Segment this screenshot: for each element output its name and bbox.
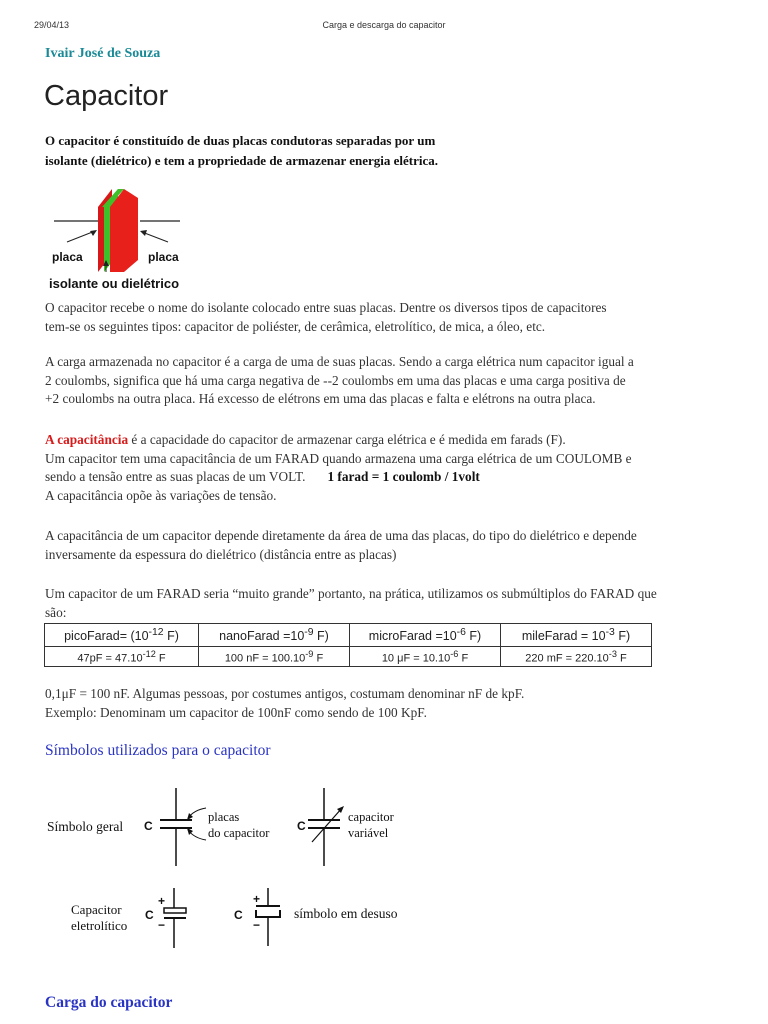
units-table	[44, 623, 652, 667]
label-plate-left: placa	[52, 250, 83, 264]
paragraph-submultiples	[45, 585, 735, 622]
minus-sign: −	[158, 918, 166, 932]
text-line: 2 coulombs, significa que há uma carga negativa de --2 coulombs em uma das placas e uma carga positiva de	[45, 372, 626, 388]
c-letter: C	[234, 908, 243, 922]
text-line: A capacitância opõe às variações de tensão.	[45, 487, 277, 503]
table-header-row	[45, 624, 652, 647]
text-line: tem-se os seguintes tipos: capacitor de poliéster, de cerâmica, eletrolítico, de mica, a óleo, etc.	[45, 318, 546, 334]
plates-label: placas do capacitor	[208, 810, 270, 840]
paragraph-capacitance	[45, 431, 735, 505]
variable-label: capacitor variável	[348, 810, 394, 840]
table-header-cell: microFarad $=10^{-6}$ F)	[350, 624, 501, 647]
text-line: 0,1μF = 100 nF. Algumas pessoas, por costumes antigos, costumam denominar nF de kpF.	[45, 686, 525, 701]
text-line: sendo a tensão entre as suas placas de um VOLT.	[45, 469, 306, 484]
arrow-right	[142, 232, 168, 242]
table-cell: 100 nF = $100.10^{-9}$ F	[199, 647, 350, 667]
farad-formula: 1 farad = 1 coulomb / 1volt	[327, 469, 480, 484]
text-line: A carga armazenada no capacitor é a carga de uma de suas placas. Sendo a carga elétrica num capacitor igual a	[45, 354, 634, 369]
c-letter: C	[144, 819, 153, 833]
text-line: Um capacitor tem uma capacitância de um FARAD quando armazena uma carga elétrica de um COULOMB e	[45, 450, 632, 466]
text-line: é a capacidade do capacitor de armazenar carga elétrica e é medida em farads (F).	[128, 432, 566, 447]
table-header-cell: mileFarad = $10^{-3}$ F)	[501, 624, 652, 647]
arrow-left	[67, 231, 95, 242]
text-line: Exemplo: Denominam um capacitor de 100nF como sendo de 100 KpF.	[45, 704, 427, 720]
obsolete-symbol	[250, 886, 290, 950]
label-dielectric: isolante ou dielétrico	[49, 276, 180, 291]
page-title: Capacitor	[44, 80, 169, 112]
text-line: Um capacitor de um FARAD seria “muito grande” portanto, na prática, utilizamos os submúltiplos do FARAD que	[45, 586, 657, 601]
plus-sign: +	[158, 894, 166, 908]
section-heading-charge: Carga do capacitor	[45, 994, 173, 1011]
table-cell: $47pF = 47.10^{-12}$ F	[45, 647, 199, 667]
c-letter: C	[297, 819, 306, 833]
general-symbol-label: Símbolo geral	[47, 819, 124, 834]
table-header-cell: picoFarad= ($10^{-12}$ F)	[45, 624, 199, 647]
variable-arrow	[312, 808, 342, 842]
label-plate-right: placa	[148, 250, 179, 264]
intro-line: O capacitor é constituído de duas placas condutoras separadas por um	[45, 133, 436, 148]
text-line: A capacitância de um capacitor depende diretamente da área de uma das placas, do tipo do dielétrico e depende	[45, 528, 637, 543]
paragraph-charge	[45, 353, 735, 409]
obsolete-label: símbolo em desuso	[294, 906, 398, 921]
text-line: +2 coulombs na outra placa. Há excesso de elétrons em uma das placas e falta e elétrons na outra placa.	[45, 391, 596, 406]
intro-text	[45, 131, 545, 171]
table-header-cell: nanoFarad $=10^{-9}$ F)	[199, 624, 350, 647]
intro-line: isolante (dielétrico) e tem a propriedade de armazenar energia elétrica.	[45, 153, 439, 168]
electrolytic-label: Capacitor eletrolítico	[71, 902, 128, 933]
paragraph-types	[45, 299, 735, 336]
print-date: 29/04/13	[34, 20, 70, 30]
text-line: inversamente da espessura do dielétrico (distância entre as placas)	[45, 546, 397, 562]
electrolytic-symbol	[158, 886, 198, 950]
table-row	[45, 647, 652, 667]
print-title: Carga e descarga do capacitor	[322, 20, 446, 30]
capacitor-cup-plate	[256, 910, 280, 917]
paragraph-notes	[45, 685, 735, 722]
paragraph-dependence	[45, 527, 735, 564]
author-name: Ivair José de Souza	[45, 46, 161, 61]
plus-sign: +	[253, 892, 261, 906]
text-line: são:	[45, 604, 67, 620]
symbols-heading: Símbolos utilizados para o capacitor	[45, 742, 271, 759]
text-line: O capacitor recebe o nome do isolante colocado entre suas placas. Dentre os diversos tipos de capacitores	[45, 300, 607, 315]
table-cell: 220 mF = $220.10^{-3}$ F	[501, 647, 652, 667]
table-cell: 10 $\mu F = 10.10^{-6}$ F	[350, 647, 501, 667]
minus-sign: −	[253, 918, 261, 932]
capacitance-term: A capacitância	[45, 432, 129, 447]
capacitor-plate	[164, 908, 186, 913]
c-letter: C	[145, 908, 154, 922]
